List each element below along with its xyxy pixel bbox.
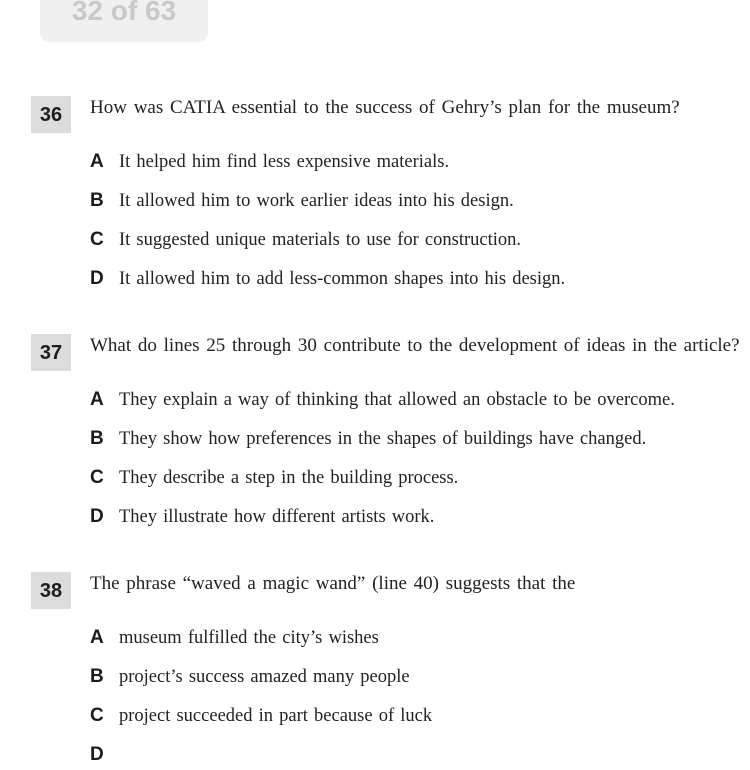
choice-letter: A [90,389,104,410]
choice-text: They show how preferences in the shapes of buildings have changed. [119,429,647,449]
choice-letter: C [90,467,104,488]
choice-letter: A [90,151,104,172]
choice-letter: D [90,744,104,765]
choice-letter: C [90,229,104,250]
choice-letter: B [90,666,104,687]
choice-text: It suggested unique materials to use for construction. [119,230,521,250]
question-stem: What do lines 25 through 30 contribute to the development of ideas in the article? [90,335,740,356]
choice-text: They describe a step in the building process. [119,468,459,488]
page-counter-badge: 32 of 63 [40,0,208,42]
choice-letter: B [90,428,104,449]
choice-text: It allowed him to work earlier ideas into his design. [119,191,514,211]
choice-letter: B [90,190,104,211]
question-number: 36 [31,96,71,133]
choice-text: They illustrate how different artists work. [119,507,435,527]
choice-text: museum fulfilled the city’s wishes [119,628,379,648]
choice-letter: D [90,506,104,527]
choice-letter: D [90,268,104,289]
question-stem: The phrase “waved a magic wand” (line 40) suggests that the [90,573,576,594]
question-stem: How was CATIA essential to the success of Gehry’s plan for the museum? [90,97,680,118]
choice-letter: C [90,705,104,726]
choice-text: project’s success amazed many people [119,667,410,687]
question-number: 38 [31,572,71,609]
choice-text: It allowed him to add less-common shapes into his design. [119,269,566,289]
choice-text: project succeeded in part because of luck [119,706,433,726]
question-number: 37 [31,334,71,371]
choice-text: It helped him find less expensive materials. [119,152,450,172]
choice-letter: A [90,627,104,648]
choice-text: They explain a way of thinking that allowed an obstacle to be overcome. [119,390,675,410]
